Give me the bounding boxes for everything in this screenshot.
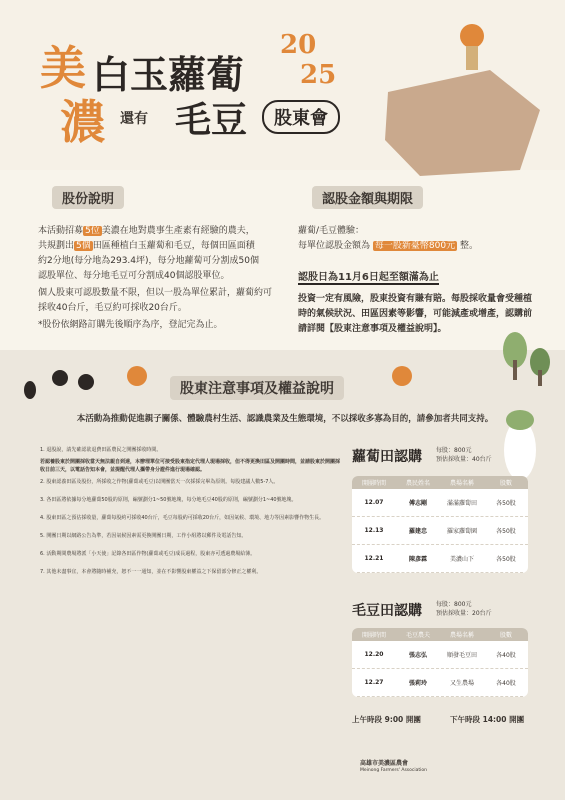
amount-body: 蘿蔔/毛豆體驗： 每單位認股金額為 每一股新臺幣800元 整。 [298, 226, 478, 251]
amount-period-title: 認股金額與期限 [312, 186, 423, 209]
risk-text: 投資一定有風險，股東投資有賺有賠。每股採收量會受種植時的氣候狀況、田區因素等影響，可能減產或增產，認購前請詳閱【股東注意事項及權益說明】。 [298, 294, 533, 334]
bean-icon [52, 370, 68, 386]
org-logo-subtext: Meinong Farmers' Association [360, 768, 427, 773]
title-huan: 還有 [120, 111, 148, 127]
deadline-text: 認股日為11月6日起至額滿為止 [298, 268, 439, 285]
radish-title: 蘿蔔田認購 [352, 449, 422, 465]
notice-item: 2. 股東認養田區及股份，所採收之作物(蘿蔔或毛豆)以開團當天一次採採完畢為原則。每股建議人數5-7人。 [40, 479, 279, 485]
am-session: 上午時段 9:00 開團 [352, 715, 421, 724]
notice-list [40, 446, 342, 576]
title-mao: 毛豆 [175, 99, 248, 141]
notice-item: 5. 開團日期以網路公告為準，若因氣候因素需更換開團日期，工作小組將以郵件及電話告知。 [40, 533, 247, 539]
notice-item: 3. 各田區將依據每分地蘿蔔50股的原則，編號劃分1~50號地塊，每分地毛豆40股的原則，編號劃分1~40號地塊。 [40, 497, 297, 503]
soy-title: 毛豆田認購 [352, 603, 422, 619]
pm-session: 下午時段 14:00 開團 [450, 715, 525, 724]
person-icon [127, 366, 147, 386]
notice-warning: 若認養股東於開團採收當天無法親自到達，本辦理單位可接受股東指定代理人現場採收，但不得更換田區及開團時間，並請股東於開團採收日前三天，以電話告知本會，並提醒代理人攜帶身分證件進行現場確認。 [40, 459, 341, 473]
title-mei: 美 [40, 41, 86, 95]
radish-slice-illustration [385, 70, 540, 176]
year-bottom: 25 [300, 60, 337, 90]
share-description-body: 本活動招募 5位 美濃在地對農事生產素有經驗的農夫， 共規劃出 5個 田區種植白玉蘿蔔和毛豆，每個田區面積 約2分地(每分地為293.4坪)，每分地蘿蔔可分割成50個 認股單位、每分地毛豆可分割成40個認股單位。 個人股東可認股數量不限，但以一股為單位累計，蘿蔔約可採收40台斤，毛豆約可採收20台斤。 *股份依網路訂購先後順序為序，登記完為止。 [38, 226, 273, 330]
notice-item: 7. 其他未盡事宜，本會將隨時補充，恕不一一通知，並在不影響股東權益之下保留部分修正之權利。 [40, 569, 262, 575]
table-row: 12.13 羅建忠 羅家蘿蔔園 各50股 [352, 517, 528, 545]
notice-item: 1. 退股說，請先確認欲退費田區農民之開團採收時間。 [40, 447, 162, 453]
org-logo-text: 高雄市美濃區農會 [360, 760, 409, 767]
title-nong: 濃 [60, 95, 106, 149]
radish-table: 開團時間 農民姓名 農場名稱 股數 12.07 傅志剛 滿滿蘿蔔田 各50股 12.13 羅建忠 羅家蘿蔔園 各50股 12.21 陳彥霖 美濃山下 各50股 [352, 476, 528, 573]
notice-item: 4. 股東田區之預估採收量，蘿蔔每股約可採收40台斤，毛豆每股約可採收20台斤，如因氣候、環境、地力等因素影響作物生長。 [40, 515, 325, 521]
title-gu: 股東會 [262, 100, 340, 134]
table-row: 12.21 陳彥霖 美濃山下 各50股 [352, 545, 528, 573]
notice-title: 股東注意事項及權益說明 [170, 376, 344, 400]
table-row: 12.27 張莉玲 又生農場 各40股 [352, 669, 528, 697]
notice-item: 6. 活動期間農場將派「小天使」記錄各田區作物(蘿蔔或毛豆)成長過程，股東亦可透過農場給簿。 [40, 551, 256, 557]
table-row: 12.07 傅志剛 滿滿蘿蔔田 各50股 [352, 489, 528, 517]
year-top: 20 [280, 30, 317, 60]
soy-price-block: 每股：800元 預估採收量：20台斤 [436, 601, 492, 617]
table-row: 12.20 張志弘 順發毛豆田 各40股 [352, 641, 528, 669]
share-description-title: 股份說明 [52, 186, 124, 209]
farmer-hat-icon [460, 24, 484, 48]
radish-price-block: 每股：800元 預估採收量：40台斤 [436, 447, 492, 463]
notice-intro: 本活動為推動促進親子關係、體驗農村生活、認識農業及生態環境，不以採收多寡為目的，請參加者共同支持。 [76, 414, 494, 424]
soy-table: 開團時間 毛豆農夫 農場名稱 股數 12.20 張志弘 順發毛豆田 各40股 12.27 張莉玲 又生農場 各40股 [352, 628, 528, 697]
title-main: 白玉蘿蔔 [92, 52, 245, 97]
